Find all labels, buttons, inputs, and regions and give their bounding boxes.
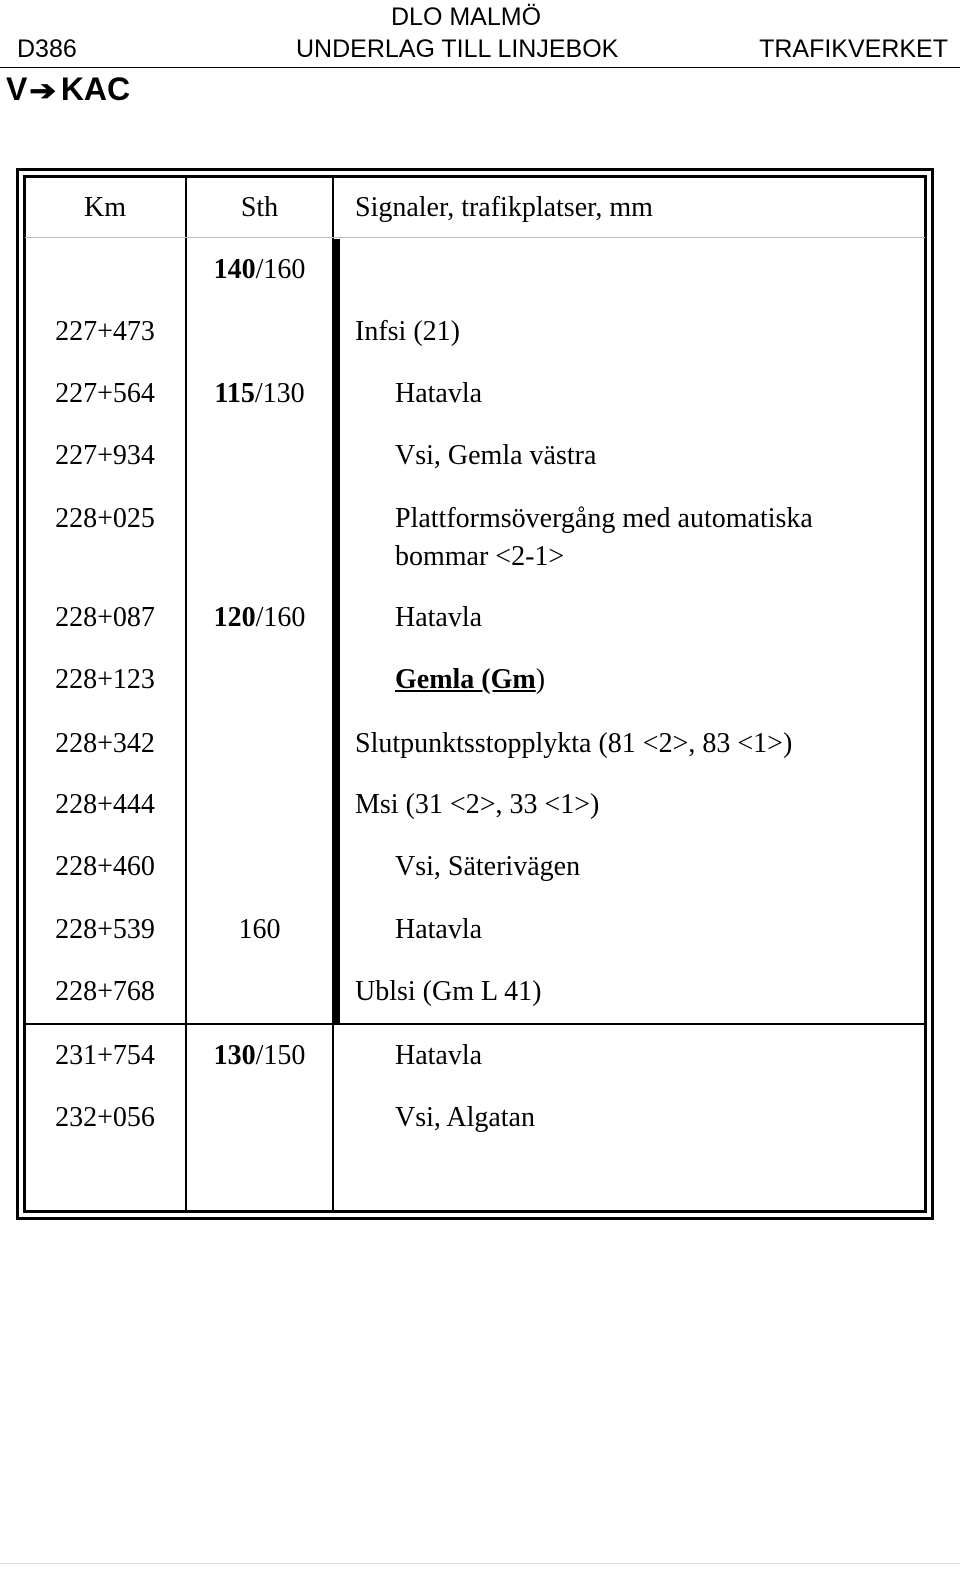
route-to: KAC: [60, 71, 131, 107]
document-title: UNDERLAG TILL LINJEBOK: [296, 35, 619, 63]
signal-cell: Vsi, Gemla västra: [395, 440, 597, 471]
signal-cell: Vsi, Algatan: [395, 1102, 535, 1133]
track-section-bar: [332, 239, 340, 1024]
column-header-signals: Signaler, trafikplatser, mm: [355, 192, 653, 223]
route-heading: [6, 70, 130, 110]
header-row-divider: [25, 237, 925, 238]
sth-cell: 130/150: [213, 1040, 306, 1071]
signal-cell-continued: bommar <2-1>: [395, 541, 565, 572]
km-cell: 228+539: [55, 914, 155, 945]
signal-cell: Hatavla: [395, 914, 483, 945]
route-from: V: [6, 71, 28, 107]
km-cell: 228+768: [55, 976, 155, 1007]
km-cell: 228+087: [55, 602, 155, 633]
bold-right-arrow-icon: ➔: [29, 75, 57, 106]
page-bottom-rule: [0, 1563, 960, 1564]
document-id: D386: [17, 35, 77, 63]
signal-cell: Msi (31 <2>, 33 <1>): [355, 789, 600, 820]
km-cell: 227+564: [55, 378, 155, 409]
signal-cell: Hatavla: [395, 602, 483, 633]
km-cell: 231+754: [55, 1040, 155, 1071]
org-name: DLO MALMÖ: [391, 3, 542, 31]
column-header-sth: Sth: [240, 192, 279, 223]
sth-cell: 160: [238, 914, 281, 945]
sth-cell: 140/160: [213, 254, 306, 285]
signal-cell: Infsi (21): [355, 316, 460, 347]
signal-cell: Plattformsövergång med automatiska: [395, 503, 813, 534]
signal-cell: Vsi, Säterivägen: [395, 851, 581, 882]
signal-cell: Ublsi (Gm L 41): [355, 976, 542, 1007]
km-cell: 227+934: [55, 440, 155, 471]
sth-cell: 120/160: [213, 602, 306, 633]
header-divider: [0, 67, 960, 68]
station-name: Gemla (Gm): [395, 664, 546, 695]
signal-cell: Slutpunktsstopplykta (81 <2>, 83 <1>): [355, 728, 793, 759]
km-cell: 228+342: [55, 728, 155, 759]
station-name-link: Gemla (Gm: [395, 664, 536, 695]
km-cell: 228+460: [55, 851, 155, 882]
signal-cell: Hatavla: [395, 1040, 483, 1071]
agency-name: TRAFIKVERKET: [759, 35, 948, 63]
km-cell: 227+473: [55, 316, 155, 347]
km-cell: 232+056: [55, 1102, 155, 1133]
km-cell: 228+025: [55, 503, 155, 534]
km-cell: 228+123: [55, 664, 155, 695]
signal-cell: Hatavla: [395, 378, 483, 409]
column-header-km: Km: [84, 192, 126, 223]
km-cell: 228+444: [55, 789, 155, 820]
section-divider: [25, 1023, 925, 1025]
sth-cell: 115/130: [214, 378, 305, 409]
